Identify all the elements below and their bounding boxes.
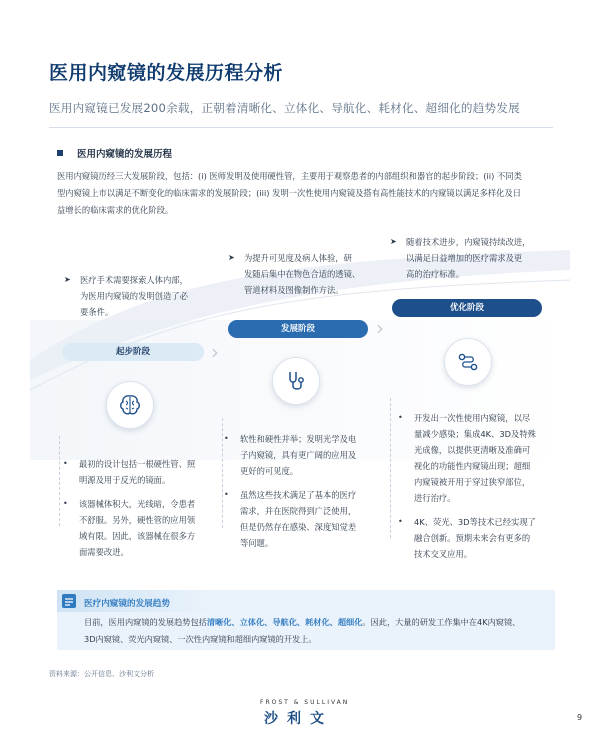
section-intro	[57, 168, 555, 219]
stage1-top-text: ➤ 医疗手术需要探索人体内部， 为医用内窥镜的发明创造了必 要条件。	[64, 272, 214, 320]
trend-keywords: 清晰化、立体化、导航化、耗材化、超细化	[206, 617, 363, 627]
dot-bullet-icon: •	[63, 499, 68, 508]
page-title: 医用内窥镜的发展历程分析	[49, 62, 284, 84]
workflow-icon	[444, 338, 492, 386]
intro-line: 益增长的临床需求的优化阶段。	[57, 205, 174, 215]
arrow-bullet-icon: ➤	[390, 237, 397, 246]
stage2-bottom-text: • 软性和硬性并举；发明光学及电 子内窥镜，具有更广阔的应用及 更好的可见度。 • 虽然这些技术满足了基本的医疗 需求，并在医院得到广泛使用， 但是仍然存在感染、深度知觉差 等问题。	[224, 431, 384, 551]
trend-body: 目前，医用内窥镜的发展趋势包括清晰化、立体化、导航化、耗材化、超细化。因此，大量的研发工作集中在4K内窥镜、 3D内窥镜、荧光内窥镜、一次性内窥镜和超细内窥镜的开发上。	[84, 617, 521, 644]
brain-icon	[106, 381, 154, 429]
arrow-bullet-icon: ➤	[228, 253, 235, 262]
section-heading-text: 医用内窥镜的发展历程	[77, 149, 173, 160]
document-list-icon	[62, 594, 76, 608]
section-heading	[57, 146, 172, 160]
dashed-divider	[390, 398, 392, 538]
source-note: 资料来源：公开信息、沙利文分析	[49, 670, 154, 678]
stethoscope-icon	[272, 357, 320, 405]
trend-heading: 医疗内窥镜的发展趋势	[84, 599, 170, 609]
brand-logo-cn: 沙利文	[264, 711, 333, 727]
chevron-right-icon: ›	[376, 316, 384, 340]
stage2-pill: 发展阶段	[228, 320, 368, 338]
dot-bullet-icon: •	[224, 490, 229, 499]
chevron-right-icon: ›	[211, 340, 219, 364]
square-bullet-icon	[57, 150, 63, 156]
stage3-pill: 优化阶段	[392, 299, 542, 317]
dot-bullet-icon: •	[398, 517, 403, 526]
arrow-bullet-icon: ➤	[64, 275, 71, 284]
stage3-top-text: ➤ 随着技术进步，内窥镜持续改进， 以满足日益增加的医疗需求及更 高的治疗标准。	[390, 234, 550, 282]
page-subtitle: 医用内窥镜已发展200余载，正朝着清晰化、立体化、导航化、耗材化、超细化的趋势发展	[49, 101, 520, 115]
dot-bullet-icon: •	[398, 413, 403, 422]
stage3-bottom-text: • 开发出一次性使用内窥镜，以尽 量减少感染；集成4K、3D及特殊 光成像，以提供更清晰及准确可 视化的功能性内窥镜出现；超细 内窥镜被开用于穿过狭窄部位， 进行治疗。 • 4K、荧光、3D等技术已经实现了 融合创新。预期未来会有更多的 技术交叉应用。	[398, 410, 558, 562]
brand-logo-en: FROST & SULLIVAN	[260, 699, 350, 706]
title-divider	[49, 127, 553, 128]
intro-line: 医用内窥镜历经三大发展阶段，包括：(i) 医师发明及使用硬性管，主要用于观察患者的内部组织和器官的起步阶段；(ii) 不同类	[57, 171, 522, 181]
intro-line: 型内窥镜上市以满足不断变化的临床需求的发展阶段；(iii) 发明一次性使用内窥镜及搭有高性能技术的内窥镜以满足多样化及日	[57, 188, 522, 198]
stage2-top-text: ➤ 为提升可见度及病人体验，研 发随后集中在物色合适的透镜、 管道材料及图像制作方法。	[228, 250, 380, 298]
dot-bullet-icon: •	[224, 434, 229, 443]
dashed-divider	[59, 436, 61, 526]
page-number: 9	[577, 713, 583, 722]
stage1-pill: 起步阶段	[62, 343, 204, 361]
stage1-bottom-text: • 最初的设计包括一根硬性管、照 明源及用于反光的镜面。 • 该器械体积大，光线暗，令患者 不舒服。另外，硬性管的应用领 域有限。因此，该器械在很多方 面需要改进。	[63, 456, 218, 560]
dot-bullet-icon: •	[63, 459, 68, 468]
